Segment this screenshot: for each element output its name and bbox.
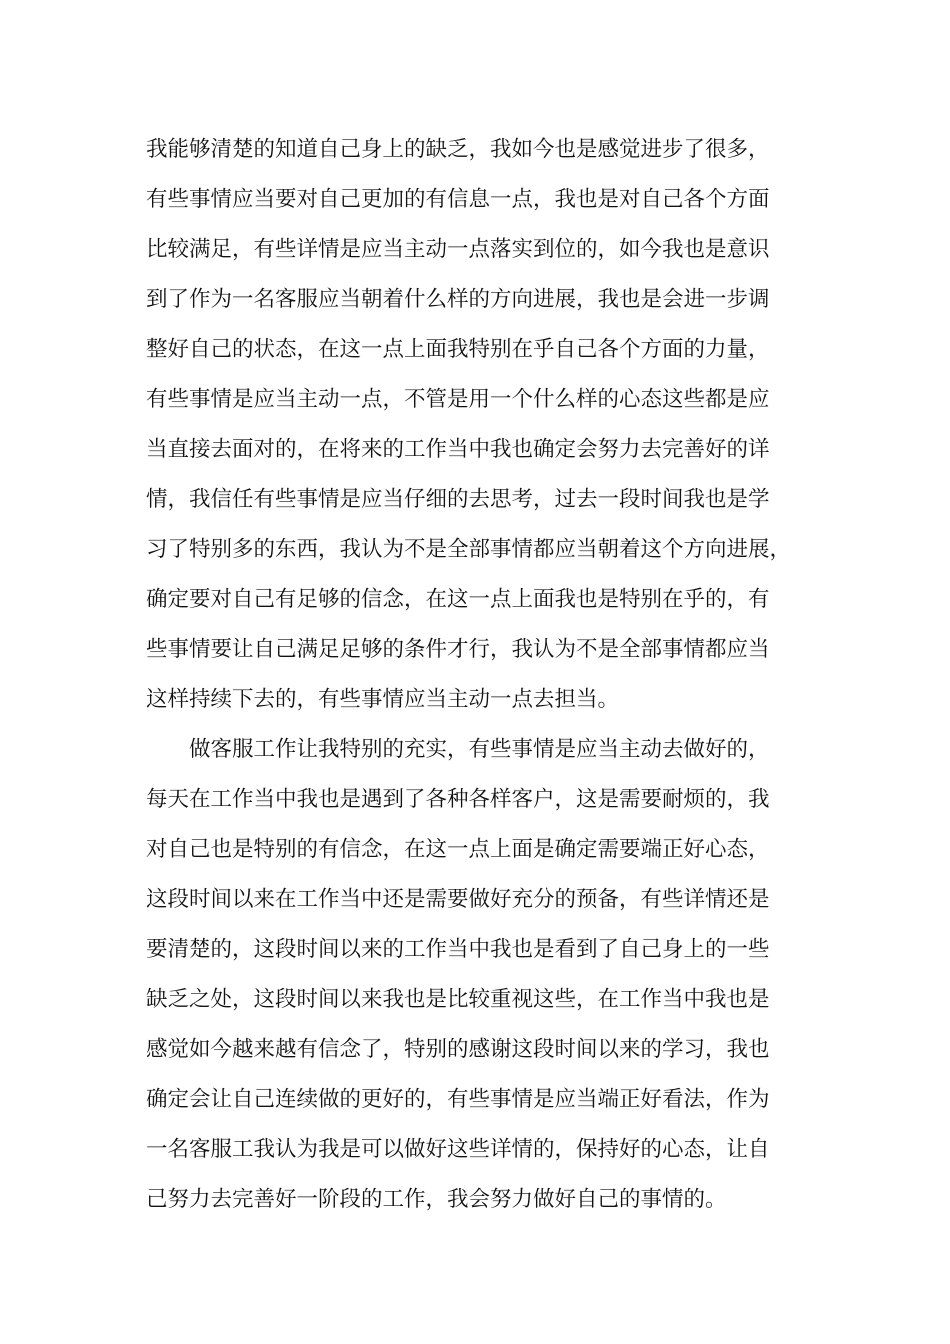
text-line: 确定会让自己连续做的更好的，有些事情是应当端正好看法，作为	[146, 1087, 770, 1112]
text-line: 有些事情应当要对自己更加的有信息一点，我也是对自己各个方面	[146, 187, 770, 212]
text-line: 每天在工作当中我也是遇到了各种各样客户，这是需要耐烦的，我	[146, 787, 770, 812]
text-line: 确定要对自己有足够的信念，在这一点上面我也是特别在乎的，有	[146, 587, 770, 612]
text-line: 一名客服工我认为我是可以做好这些详情的，保持好的心态，让自	[146, 1137, 770, 1162]
text-line: 做客服工作让我特别的充实，有些事情是应当主动去做好的，	[146, 737, 770, 762]
text-line: 有些事情是应当主动一点，不管是用一个什么样的心态这些都是应	[146, 387, 770, 412]
text-line: 己努力去完善好一阶段的工作，我会努力做好自己的事情的。	[146, 1187, 727, 1212]
text-line: 习了特别多的东西，我认为不是全部事情都应当朝着这个方向进展，	[146, 537, 792, 562]
text-line: 要清楚的，这段时间以来的工作当中我也是看到了自己身上的一些	[146, 937, 770, 962]
text-line: 整好自己的状态，在这一点上面我特别在乎自己各个方面的力量，	[146, 337, 770, 362]
text-line: 我能够清楚的知道自己身上的缺乏，我如今也是感觉进步了很多，	[146, 137, 770, 162]
text-line: 感觉如今越来越有信念了，特别的感谢这段时间以来的学习，我也	[146, 1037, 770, 1062]
text-line: 这段时间以来在工作当中还是需要做好充分的预备，有些详情还是	[146, 887, 770, 912]
text-line: 这样持续下去的，有些事情应当主动一点去担当。	[146, 687, 620, 712]
text-line: 缺乏之处，这段时间以来我也是比较重视这些，在工作当中我也是	[146, 987, 770, 1012]
text-line: 到了作为一名客服应当朝着什么样的方向进展，我也是会进一步调	[146, 287, 770, 312]
text-line: 当直接去面对的，在将来的工作当中我也确定会努力去完善好的详	[146, 437, 770, 462]
text-line: 对自己也是特别的有信念，在这一点上面是确定需要端正好心态，	[146, 837, 770, 862]
text-line: 比较满足，有些详情是应当主动一点落实到位的，如今我也是意识	[146, 237, 770, 262]
text-line: 情，我信任有些事情是应当仔细的去思考，过去一段时间我也是学	[146, 487, 770, 512]
text-line: 些事情要让自己满足足够的条件才行，我认为不是全部事情都应当	[146, 637, 770, 662]
